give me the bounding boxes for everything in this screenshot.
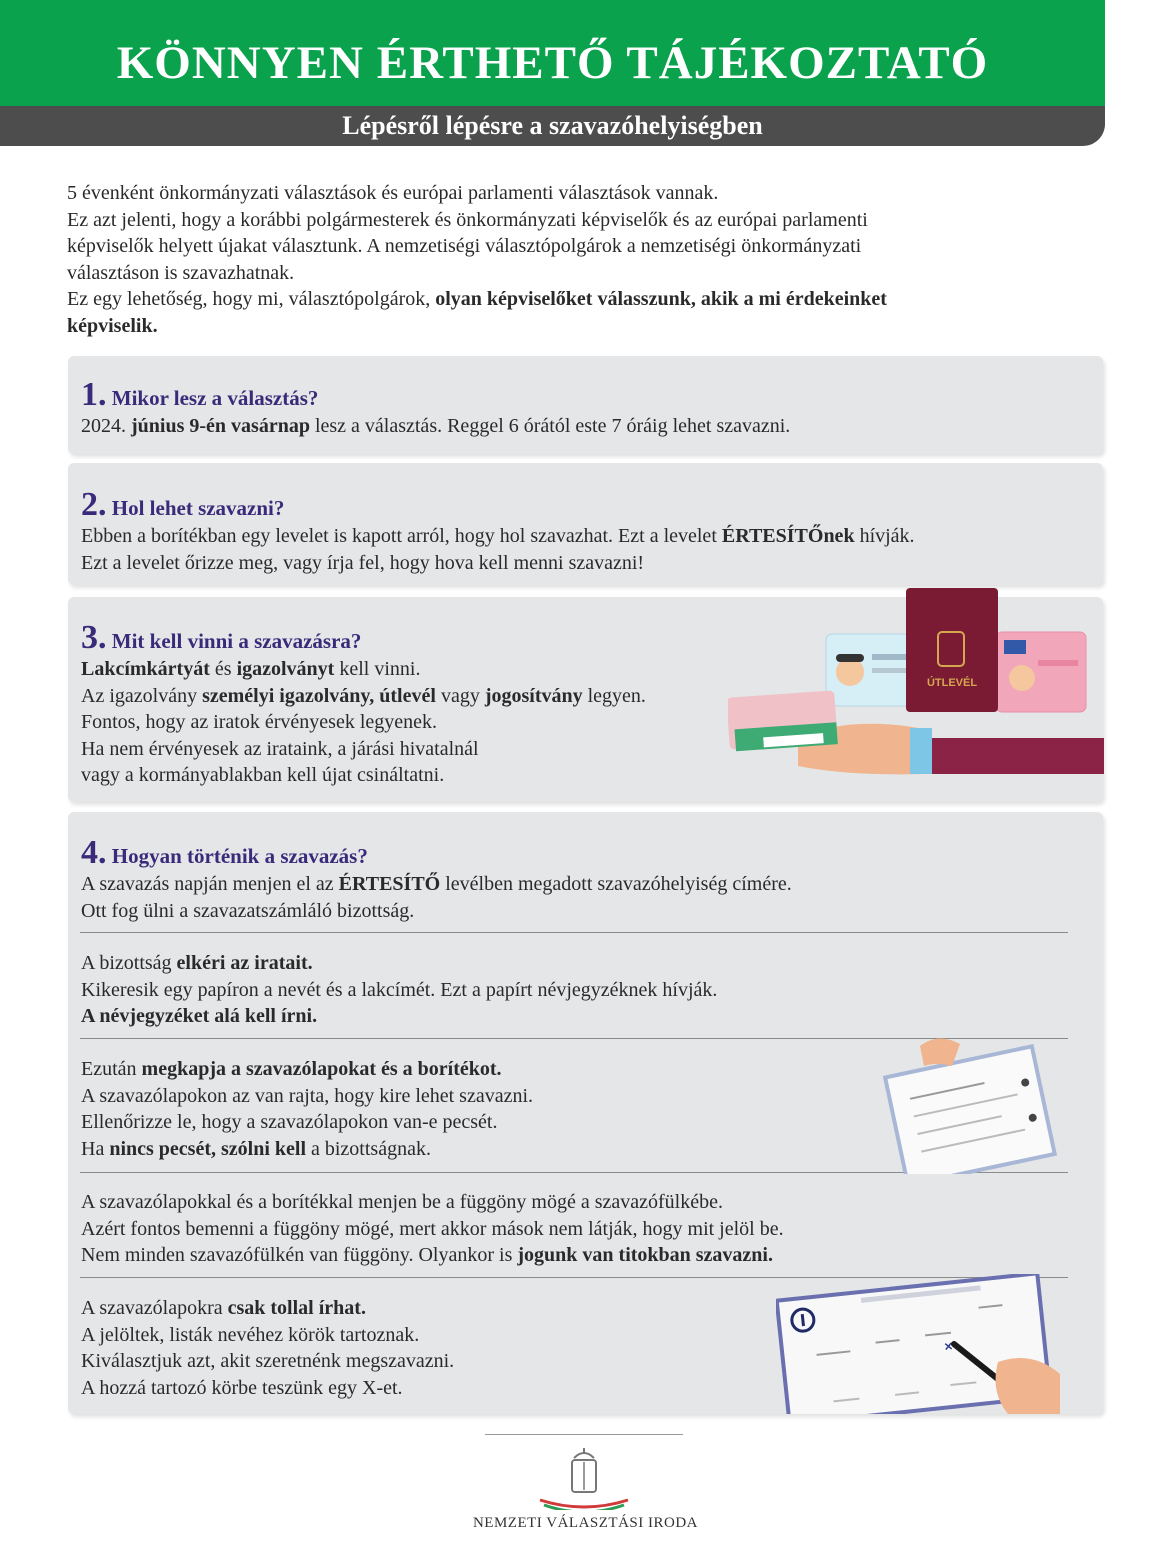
intro-text-part: Ez egy lehetőség, hogy mi, választópolgárok,: [67, 288, 436, 311]
section-4: [81, 834, 792, 924]
section-line: [81, 1056, 533, 1083]
emphasis: Lakcímkártyát: [81, 658, 210, 680]
section-number: 4.: [81, 834, 107, 871]
ballot-paper-illustration: [880, 1036, 1066, 1174]
section-line: [81, 1003, 717, 1030]
intro-line: Ez azt jelenti, hogy a korábbi polgármesterek és önkormányzati képviselők és az európai parlamenti: [67, 208, 868, 231]
section-line: [81, 1295, 454, 1322]
id-documents-illustration: [728, 588, 1104, 778]
text-part: 2024.: [81, 415, 131, 437]
footer-divider: [485, 1434, 683, 1435]
intro-line: [67, 313, 1067, 340]
text-part: Az igazolvány: [81, 684, 203, 707]
emphasis: A névjegyzéket alá kell írni.: [81, 1005, 318, 1028]
intro-line: [67, 286, 1067, 313]
section-line: Fontos, hogy az iratok érvényesek legyenek.: [81, 711, 438, 734]
emphasis: igazolványt: [236, 658, 335, 680]
intro-text: [67, 180, 1067, 340]
intro-emphasis: képviselik.: [67, 314, 158, 337]
section-line: Kiválasztjuk azt, akit szeretnénk megszavazni.: [81, 1350, 455, 1373]
text-part: levélben megadott szavazóhelyiség címére.: [440, 873, 792, 895]
section-heading: [81, 619, 646, 656]
passport-icon: [906, 588, 998, 712]
section-line: A hozzá tartozó körbe teszünk egy X-et.: [81, 1376, 403, 1399]
section-line: A szavazólapokon az van rajta, hogy kire lehet szavazni.: [81, 1084, 534, 1107]
ballot-sheet-icon: [885, 1046, 1055, 1174]
emphasis: elkéri az iratait.: [176, 952, 313, 974]
emphasis: személyi igazolvány, útlevél: [202, 684, 436, 707]
section-heading: [81, 486, 915, 523]
section-2: [81, 486, 915, 576]
section-line: Kikeresik egy papíron a nevét és a lakcímét. Ezt a papírt névjegyzéknek hívják.: [81, 978, 718, 1001]
section-title: Hogyan történik a szavazás?: [111, 844, 368, 868]
intro-line: 5 évenként önkormányzati választások és európai parlamenti választások vannak.: [67, 182, 719, 204]
page-title: KÖNNYEN ÉRTHETŐ TÁJÉKOZTATÓ: [116, 37, 989, 89]
sleeve-icon: [924, 738, 1104, 774]
text-part: a bizottságnak.: [306, 1137, 431, 1160]
emphasis: június 9-én vasárnap: [131, 415, 310, 437]
section-line: [81, 1242, 784, 1269]
text-part: Ebben a borítékban egy levelet is kapott arról, hogy hol szavazhat. Ezt a levelet: [81, 525, 722, 547]
section-number: 3.: [81, 619, 107, 656]
page-subtitle: Lépésről lépésre a szavazóhelyiségben: [342, 111, 763, 140]
text-part: A szavazás napján menjen el az: [81, 873, 339, 895]
section-title: Hol lehet szavazni?: [111, 496, 285, 520]
section-line: Azért fontos bemenni a függöny mögé, mert akkor mások nem látják, hogy mit jelöl be.: [81, 1217, 784, 1240]
section-line: A szavazólapokkal és a borítékkal menjen be a függöny mögé a szavazófülkébe.: [81, 1191, 723, 1213]
section-line: [81, 523, 915, 550]
text-part: hívják.: [854, 525, 915, 547]
section-number: 2.: [81, 486, 107, 523]
section-line: [81, 1136, 533, 1163]
text-part: Ha: [81, 1137, 110, 1160]
section-4-paragraph-5: [81, 1295, 454, 1401]
address-card-icon: [728, 690, 838, 751]
section-line: [81, 950, 717, 977]
section-number: 1.: [81, 376, 107, 413]
emphasis: csak tollal írhat.: [227, 1297, 366, 1319]
section-line: Ha nem érvényesek az irataink, a járási hivatalnál: [81, 737, 479, 760]
section-line: Ellenőrizze le, hogy a szavazólapokon van-e pecsét.: [81, 1111, 498, 1134]
emphasis: ÉRTESÍTŐnek: [721, 525, 855, 547]
hand-icon: [996, 1358, 1060, 1414]
section-line: A jelöltek, listák nevéhez körök tartoznak.: [81, 1323, 420, 1346]
divider: [80, 932, 1068, 933]
section-title: Mit kell vinni a szavazásra?: [111, 629, 362, 653]
text-part: vagy: [435, 684, 485, 707]
section-line: [81, 871, 792, 898]
emphasis: megkapja a szavazólapokat és a borítékot.: [141, 1058, 502, 1080]
cuff-icon: [910, 728, 932, 774]
driving-license-icon: [996, 632, 1086, 712]
emphasis: jogosítvány: [484, 684, 583, 707]
section-4-paragraph-4: [81, 1189, 784, 1269]
section-heading: [81, 834, 792, 871]
intro-line: képviselők helyett újakat választunk. A nemzetiségi választópolgárok a nemzetiségi önkormányzati: [67, 235, 862, 258]
emphasis: jogunk van titokban szavazni.: [517, 1244, 773, 1267]
text-part: A szavazólapokra: [81, 1297, 228, 1319]
text-part: Ezután: [81, 1058, 142, 1080]
section-line: Ott fog ülni a szavazatszámláló bizottság.: [81, 899, 415, 922]
section-1: [81, 376, 791, 440]
text-part: lesz a választás. Reggel 6 órától este 7 óráig lehet szavazni.: [309, 415, 791, 437]
section-line: Ezt a levelet őrizze meg, vagy írja fel, hogy hova kell menni szavazni!: [81, 551, 645, 574]
text-part: és: [209, 658, 237, 680]
section-3: [81, 619, 646, 789]
intro-line: választáson is szavazhatnak.: [67, 261, 295, 284]
section-line: [81, 413, 790, 440]
section-title: Mikor lesz a választás?: [111, 386, 319, 410]
section-heading: [81, 376, 790, 413]
section-4-paragraph-2: [81, 950, 717, 1030]
passport-label: ÚTLEVÉL: [926, 677, 978, 689]
intro-emphasis: olyan képviselőket válasszunk, akik a mi érdekeinket: [435, 288, 887, 311]
section-line: vagy a kormányablakban kell újat csináltatni.: [81, 764, 445, 787]
ballot-pen-illustration: [776, 1274, 1064, 1414]
section-line: [81, 683, 646, 710]
text-part: kell vinni.: [334, 658, 421, 680]
section-line: [81, 656, 646, 683]
text-part: legyen.: [582, 684, 646, 707]
coat-of-arms-logo: [534, 1448, 634, 1510]
section-4-paragraph-3: [81, 1056, 533, 1162]
svg-text:×: ×: [943, 1337, 954, 1355]
emphasis: ÉRTESÍTŐ: [338, 873, 441, 895]
emphasis: nincs pecsét, szólni kell: [109, 1137, 306, 1160]
text-part: A bizottság: [81, 952, 177, 974]
organization-name: NEMZETI VÁLASZTÁSI IRODA: [472, 1515, 699, 1531]
text-part: Nem minden szavazófülkén van függöny. Olyankor is: [81, 1244, 518, 1267]
